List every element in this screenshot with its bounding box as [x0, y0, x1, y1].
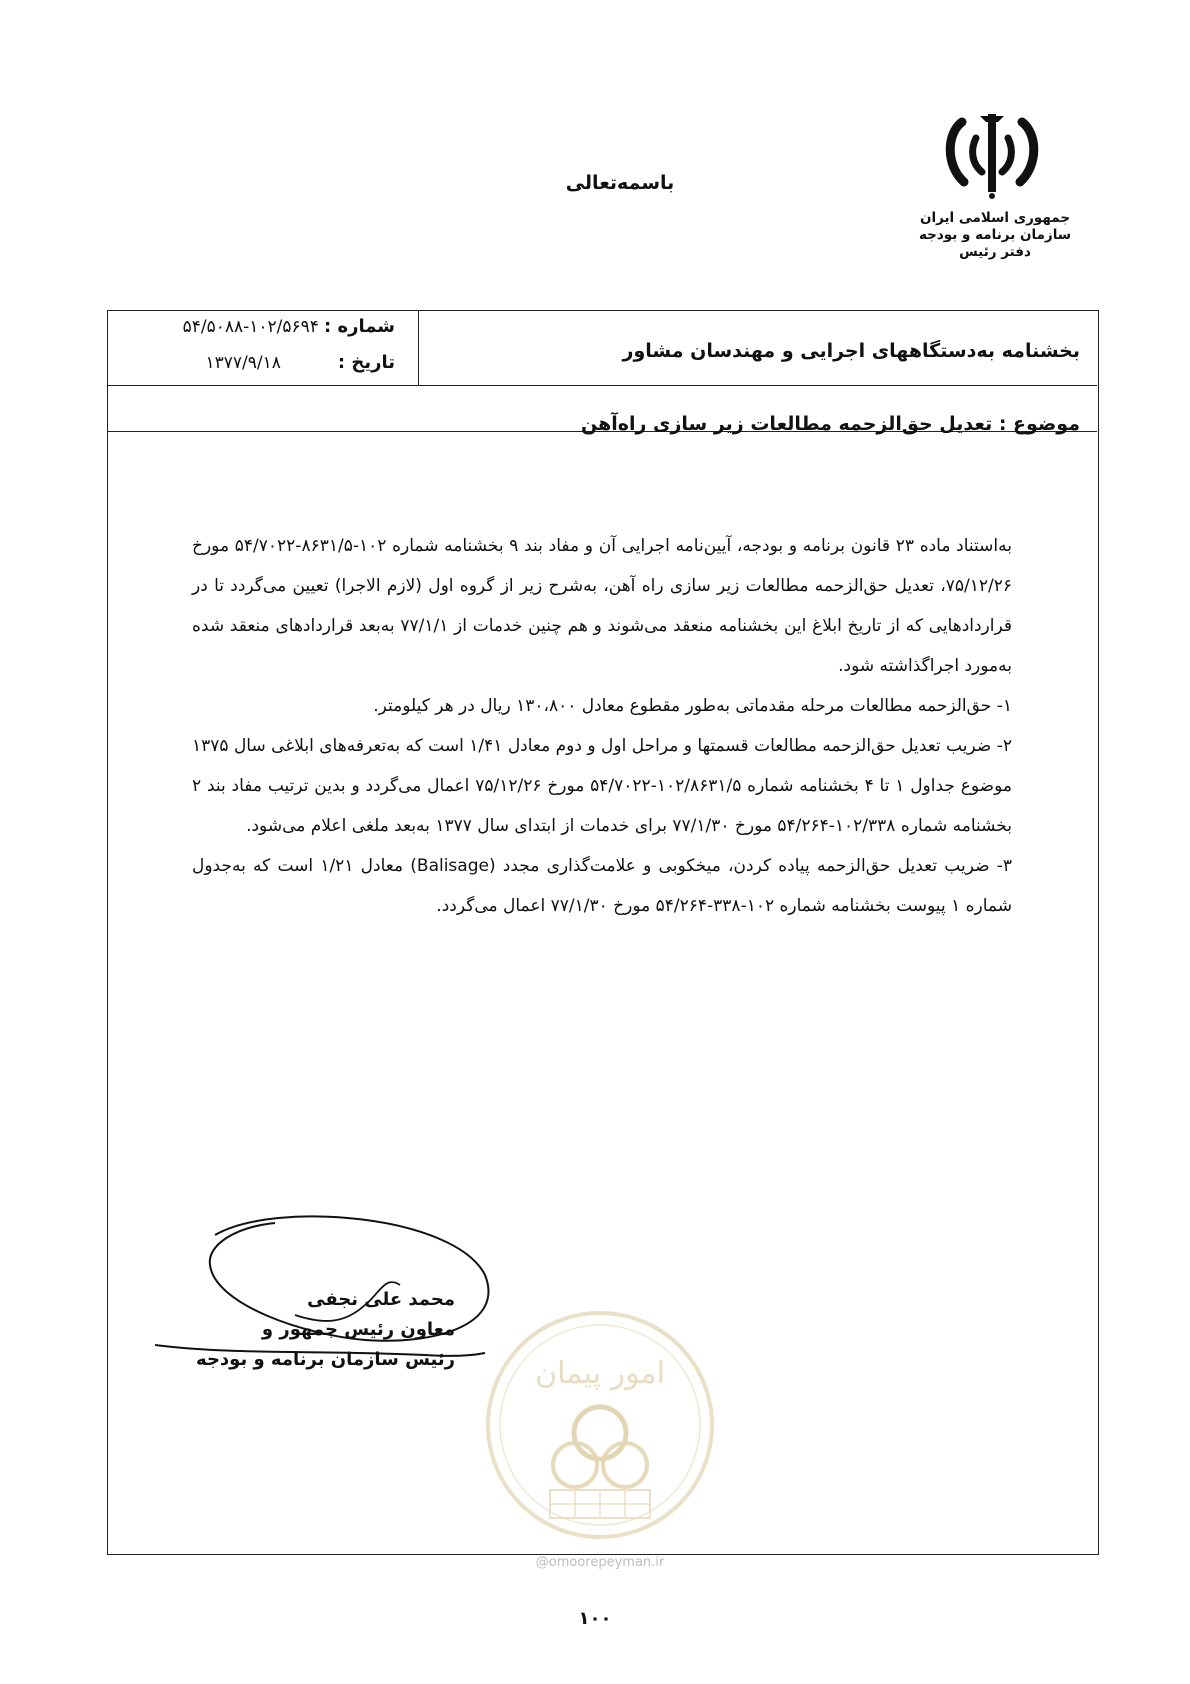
- header-row-divider: [108, 385, 1097, 386]
- meta-column-divider: [418, 311, 419, 385]
- stamp-website: @omoorepeyman.ir: [535, 1555, 665, 1570]
- signature-block: [196, 1285, 455, 1375]
- stamp-logo-text: امور پیمان: [535, 1356, 665, 1391]
- subject-line: موضوع : تعدیل حق‌الزحمه مطالعات زیر سازی راه‌آهن: [580, 413, 1080, 435]
- letter-number-value: ۱۰۲/۵۶۹۴-۵۴/۵۰۸۸: [182, 317, 319, 337]
- letter-date-value: ۱۳۷۷/۹/۱۸: [205, 353, 281, 373]
- org-line-organization: سازمان برنامه و بودجه: [918, 227, 1072, 243]
- body-item-1: ۱- حق‌الزحمه مطالعات مرحله مقدماتی به‌طور مقطوع معادل ۱۳۰،۸۰۰ ریال در هر کیلومتر.: [373, 696, 1012, 716]
- letter-date-label: تاریخ :: [337, 352, 395, 373]
- body-intro-paragraph: به‌استناد ماده ۲۳ قانون برنامه و بودجه، آیین‌نامه اجرایی آن و مفاد بند ۹ بخشنامه شماره ۱۰۲-۸۶۳۱/۵-۵۴/۷۰۲۲ مورخ ۷۵/۱۲/۲۶، تعدیل حق‌الزحمه مطالعات زیر سازی راه آهن، به‌شرح زیر از گروه اول (لازم الاجرا) تعیین می‌گردد تا در قراردادهایی که از تاریخ ابلاغ این بخشنامه منعقد می‌شوند و هم چنین خدمات از ۷۷/۱/۱ به‌بعد قراردادهای منعقد شده به‌مورد اجراگذاشته شود.: [192, 536, 1012, 676]
- signer-name: محمد علی نجفی: [307, 1289, 455, 1310]
- recipients-heading: بخشنامه به‌دستگاههای اجرایی و مهندسان مشاور: [622, 340, 1080, 362]
- letter-body: [192, 526, 1012, 926]
- basmala-heading: باسمه‌تعالی: [565, 172, 675, 194]
- body-item-3: ۳- ضریب تعدیل حق‌الزحمه پیاده کردن، میخکوبی و علامت‌گذاری مجدد (Balisage) معادل ۱/۲۱ است که به‌جدول شماره ۱ پیوست بخشنامه شماره ۱۰۲-۳۳۸-۵۴/۲۶۴ مورخ ۷۷/۱/۳۰ اعمال می‌گردد.: [192, 856, 1012, 916]
- signer-title-2: رئیس سازمان برنامه و بودجه: [196, 1349, 455, 1370]
- org-line-office: دفتر رئیس: [959, 244, 1031, 260]
- letter-number-row: [183, 316, 395, 337]
- omoor-peyman-stamp: [480, 1305, 720, 1545]
- body-item-2: ۲- ضریب تعدیل حق‌الزحمه مطالعات قسمتها و مراحل اول و دوم معادل ۱/۴۱ است که به‌تعرفه‌های ابلاغی سال ۱۳۷۵ موضوع جداول ۱ تا ۴ بخشنامه شماره ۱۰۲/۸۶۳۱/۵-۵۴/۷۰۲۲ مورخ ۷۵/۱۲/۲۶ اعمال می‌گردد و بدین ترتیب مفاد بند ۲ بخشنامه شماره ۱۰۲/۳۳۸-۵۴/۲۶۴ مورخ ۷۷/۱/۳۰ برای خدمات از ابتدای سال ۱۳۷۷ به‌بعد ملغی اعلام می‌شود.: [192, 736, 1013, 836]
- page-number: ۱۰۰: [578, 1608, 612, 1629]
- org-line-country: جمهوری اسلامی ایران: [919, 210, 1071, 226]
- letter-date-row: [205, 352, 395, 373]
- letter-number-label: شماره :: [324, 316, 395, 337]
- organization-block: [895, 210, 1095, 261]
- signer-title-1: معاون رئیس جمهور و: [261, 1319, 455, 1340]
- iran-emblem-icon: [940, 108, 1044, 204]
